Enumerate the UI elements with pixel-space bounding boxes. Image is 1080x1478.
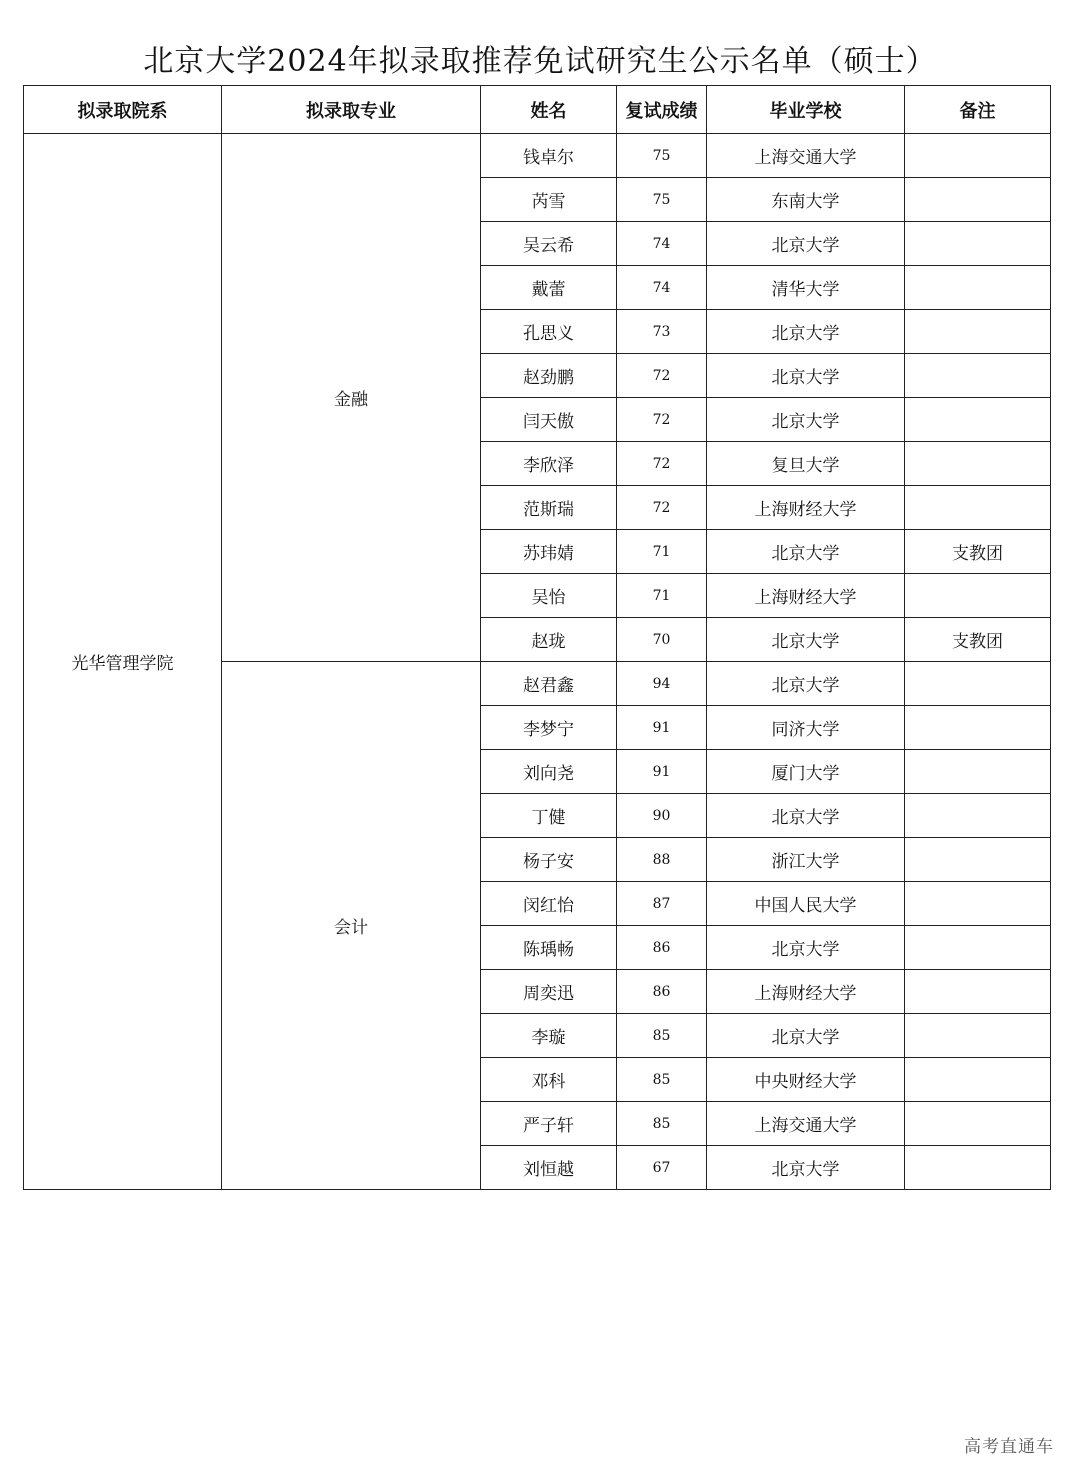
student-remark <box>905 442 1051 486</box>
student-score: 91 <box>617 706 707 750</box>
header-dept: 拟录取院系 <box>24 86 222 134</box>
student-school: 厦门大学 <box>707 750 905 794</box>
student-remark <box>905 222 1051 266</box>
student-remark <box>905 662 1051 706</box>
student-remark <box>905 486 1051 530</box>
student-score: 72 <box>617 442 707 486</box>
admission-table <box>23 85 1051 1190</box>
student-score: 71 <box>617 530 707 574</box>
student-name: 闫天傲 <box>481 398 617 442</box>
student-remark <box>905 750 1051 794</box>
page-title: 北京大学2024年拟录取推荐免试研究生公示名单（硕士） <box>143 44 937 79</box>
student-remark <box>905 1058 1051 1102</box>
student-school: 北京大学 <box>707 398 905 442</box>
student-score: 86 <box>617 970 707 1014</box>
student-remark: 支教团 <box>905 618 1051 662</box>
student-name: 邓科 <box>481 1058 617 1102</box>
student-score: 91 <box>617 750 707 794</box>
student-school: 清华大学 <box>707 266 905 310</box>
header-row <box>24 86 1051 134</box>
student-school: 中央财经大学 <box>707 1058 905 1102</box>
student-score: 75 <box>617 134 707 178</box>
student-name: 赵劲鹏 <box>481 354 617 398</box>
student-name: 赵君鑫 <box>481 662 617 706</box>
student-score: 75 <box>617 178 707 222</box>
student-name: 杨子安 <box>481 838 617 882</box>
student-remark <box>905 882 1051 926</box>
student-score: 85 <box>617 1102 707 1146</box>
student-name: 赵珑 <box>481 618 617 662</box>
student-school: 北京大学 <box>707 1146 905 1190</box>
student-school: 北京大学 <box>707 794 905 838</box>
student-remark <box>905 838 1051 882</box>
student-school: 上海交通大学 <box>707 134 905 178</box>
student-school: 浙江大学 <box>707 838 905 882</box>
student-school: 北京大学 <box>707 618 905 662</box>
student-score: 87 <box>617 882 707 926</box>
student-school: 东南大学 <box>707 178 905 222</box>
student-name: 陈瑀畅 <box>481 926 617 970</box>
student-score: 72 <box>617 354 707 398</box>
student-school: 北京大学 <box>707 926 905 970</box>
header-school: 毕业学校 <box>707 86 905 134</box>
header-score: 复试成绩 <box>617 86 707 134</box>
table-row <box>24 134 1051 178</box>
student-score: 85 <box>617 1014 707 1058</box>
student-remark: 支教团 <box>905 530 1051 574</box>
student-score: 74 <box>617 266 707 310</box>
student-school: 北京大学 <box>707 222 905 266</box>
student-school: 上海交通大学 <box>707 1102 905 1146</box>
student-remark <box>905 1102 1051 1146</box>
student-name: 李欣泽 <box>481 442 617 486</box>
student-name: 范斯瑞 <box>481 486 617 530</box>
student-name: 刘向尧 <box>481 750 617 794</box>
student-school: 中国人民大学 <box>707 882 905 926</box>
header-major: 拟录取专业 <box>222 86 481 134</box>
student-score: 88 <box>617 838 707 882</box>
student-school: 北京大学 <box>707 310 905 354</box>
student-score: 72 <box>617 398 707 442</box>
watermark: 高考直通车 <box>964 1437 1054 1457</box>
major-cell: 金融 <box>222 134 481 662</box>
student-remark <box>905 574 1051 618</box>
department-cell: 光华管理学院 <box>24 134 222 1190</box>
student-school: 上海财经大学 <box>707 486 905 530</box>
student-remark <box>905 310 1051 354</box>
header-remark: 备注 <box>905 86 1051 134</box>
student-school: 上海财经大学 <box>707 574 905 618</box>
student-school: 复旦大学 <box>707 442 905 486</box>
student-score: 86 <box>617 926 707 970</box>
student-name: 吴怡 <box>481 574 617 618</box>
student-name: 李璇 <box>481 1014 617 1058</box>
student-school: 北京大学 <box>707 1014 905 1058</box>
table-header <box>24 86 1051 134</box>
student-score: 70 <box>617 618 707 662</box>
student-score: 73 <box>617 310 707 354</box>
student-score: 74 <box>617 222 707 266</box>
student-school: 上海财经大学 <box>707 970 905 1014</box>
student-score: 94 <box>617 662 707 706</box>
student-remark <box>905 178 1051 222</box>
student-score: 85 <box>617 1058 707 1102</box>
student-score: 67 <box>617 1146 707 1190</box>
student-school: 同济大学 <box>707 706 905 750</box>
student-remark <box>905 354 1051 398</box>
student-name: 钱卓尔 <box>481 134 617 178</box>
student-name: 孔思义 <box>481 310 617 354</box>
table-body <box>24 134 1051 1190</box>
student-name: 吴云希 <box>481 222 617 266</box>
student-remark <box>905 926 1051 970</box>
student-name: 丁健 <box>481 794 617 838</box>
student-name: 苏玮婧 <box>481 530 617 574</box>
student-remark <box>905 266 1051 310</box>
student-name: 戴蕾 <box>481 266 617 310</box>
student-score: 72 <box>617 486 707 530</box>
student-remark <box>905 134 1051 178</box>
student-school: 北京大学 <box>707 354 905 398</box>
student-name: 芮雪 <box>481 178 617 222</box>
student-remark <box>905 706 1051 750</box>
student-name: 李梦宁 <box>481 706 617 750</box>
student-school: 北京大学 <box>707 530 905 574</box>
major-cell: 会计 <box>222 662 481 1190</box>
student-name: 严子轩 <box>481 1102 617 1146</box>
student-name: 闵红怡 <box>481 882 617 926</box>
student-score: 90 <box>617 794 707 838</box>
student-name: 刘恒越 <box>481 1146 617 1190</box>
student-remark <box>905 1014 1051 1058</box>
student-school: 北京大学 <box>707 662 905 706</box>
student-name: 周奕迅 <box>481 970 617 1014</box>
student-remark <box>905 1146 1051 1190</box>
header-name: 姓名 <box>481 86 617 134</box>
student-remark <box>905 398 1051 442</box>
student-remark <box>905 970 1051 1014</box>
student-score: 71 <box>617 574 707 618</box>
student-remark <box>905 794 1051 838</box>
